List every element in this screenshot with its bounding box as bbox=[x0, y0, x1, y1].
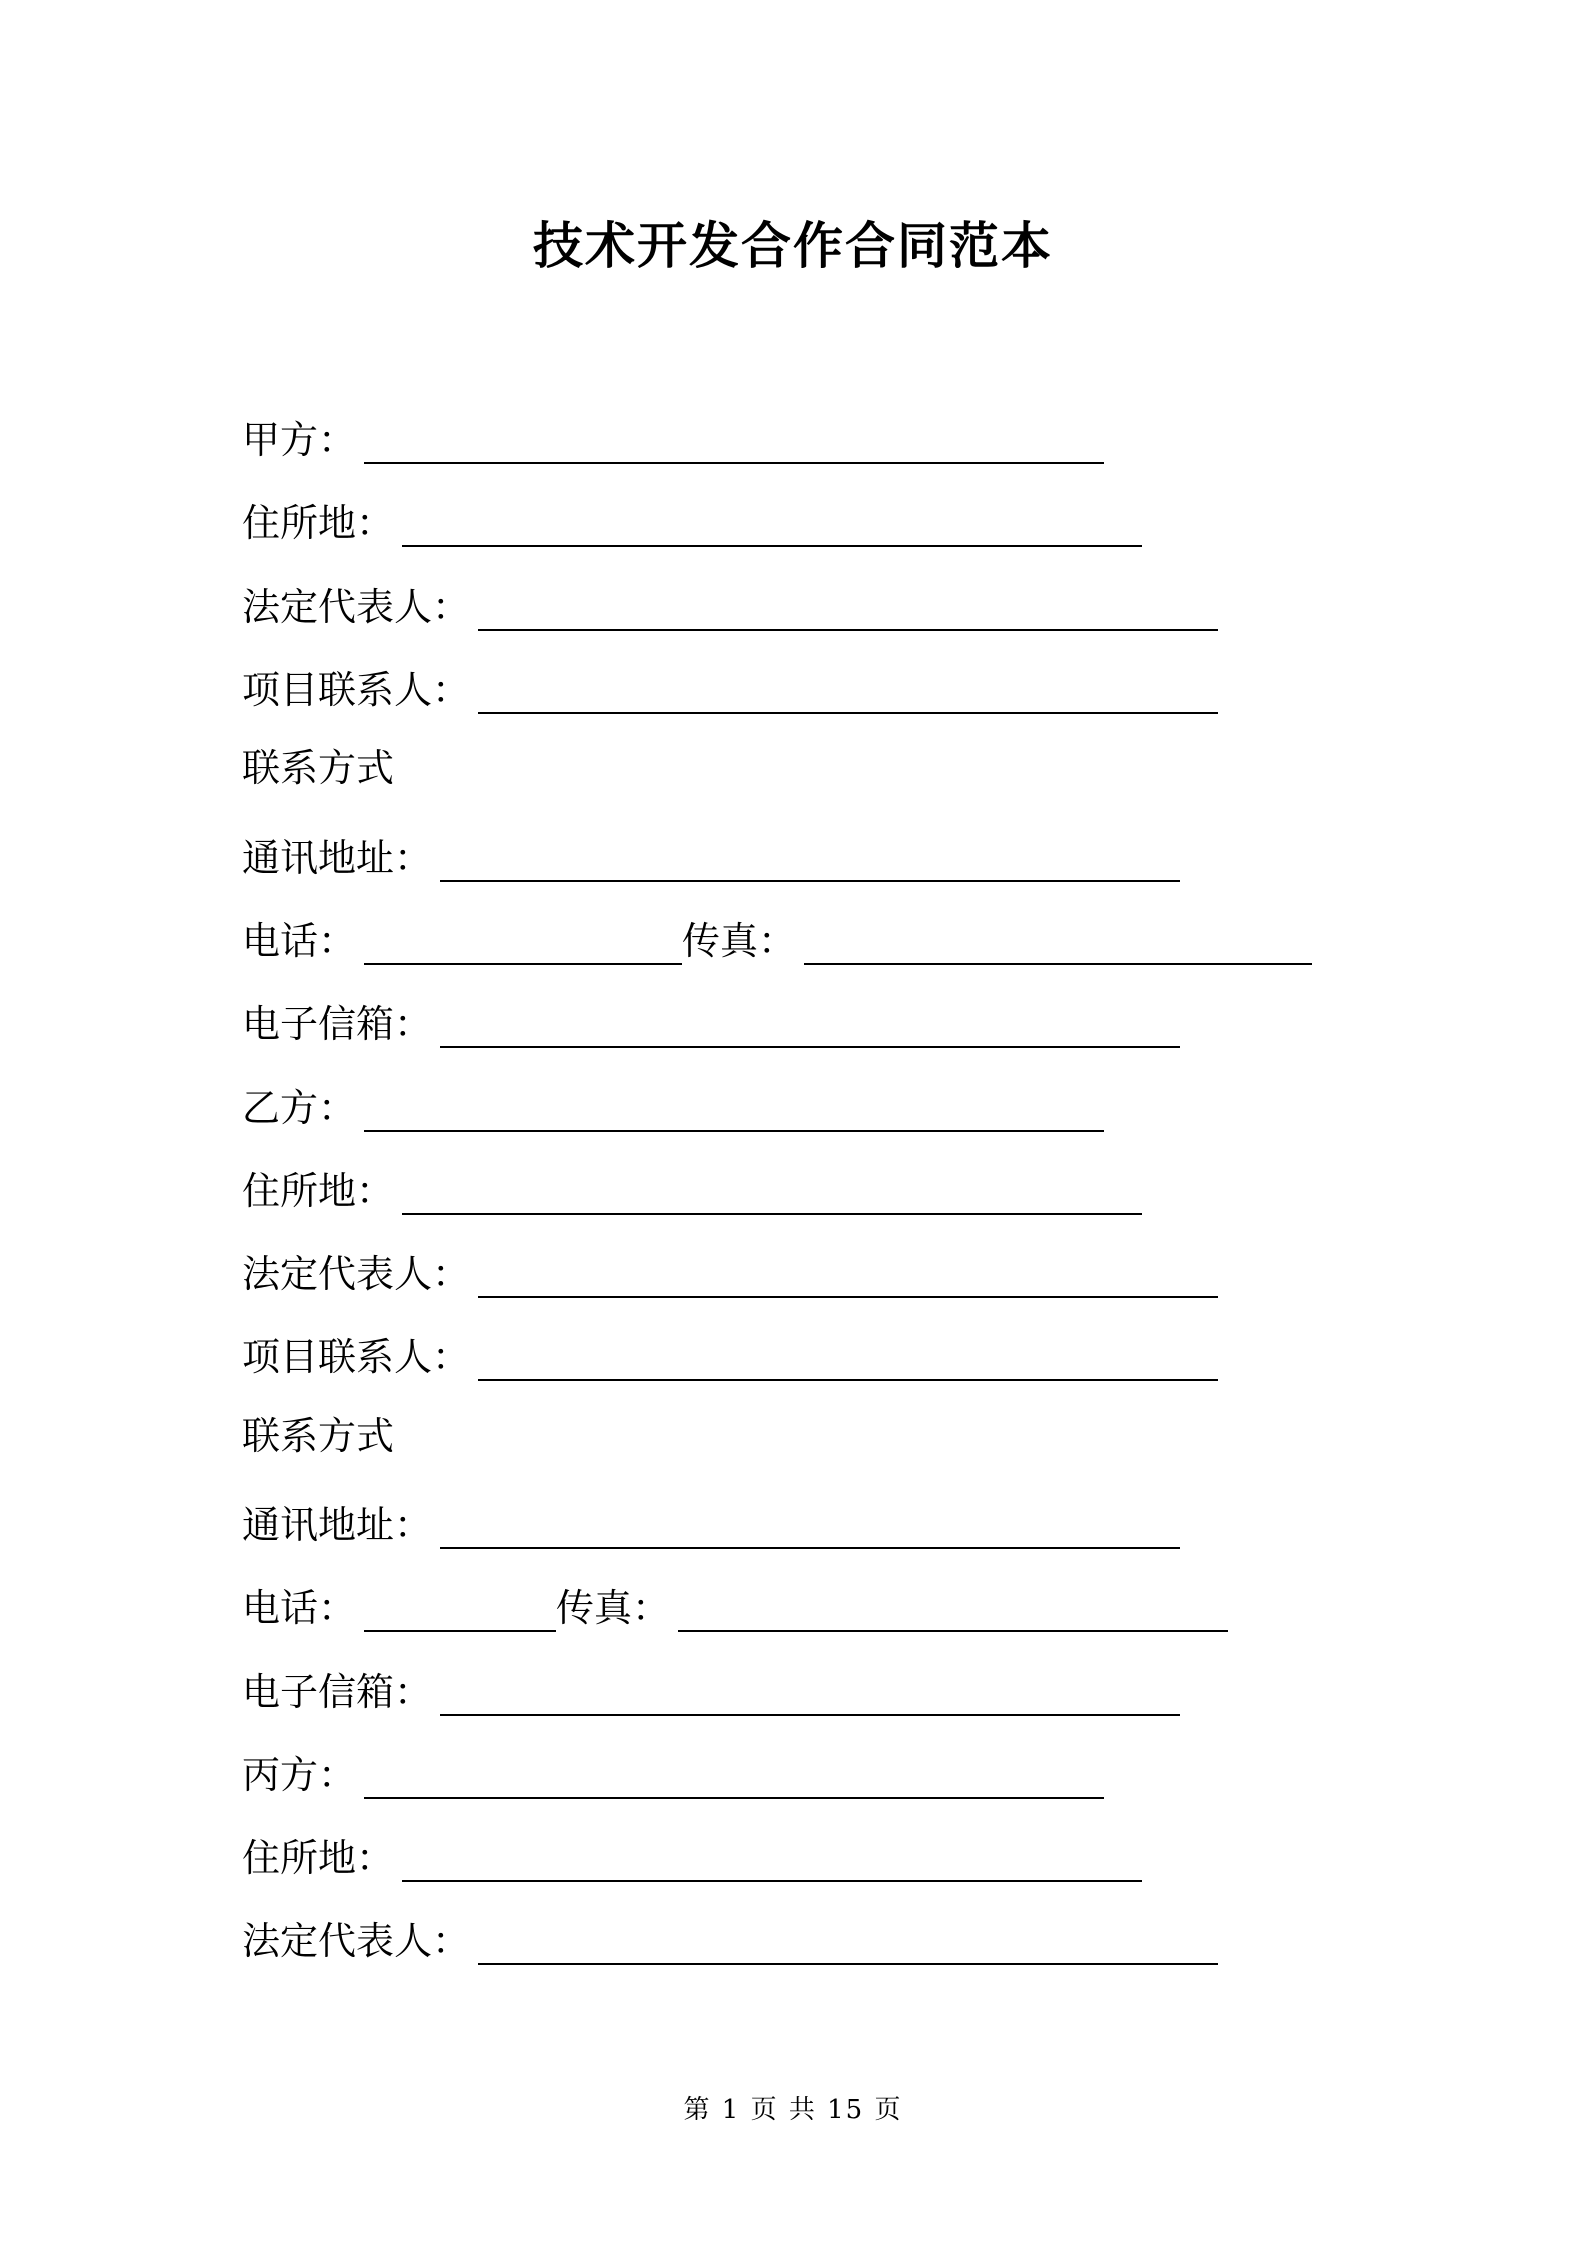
party-b-contact-heading bbox=[242, 1410, 394, 1462]
party-b-address-blank[interactable] bbox=[402, 1167, 1142, 1215]
party-c-legal-rep-label: 法定代表人： bbox=[242, 1919, 471, 1963]
party-a-contact-person-blank[interactable] bbox=[478, 666, 1218, 714]
party-a-legal-rep-field bbox=[242, 581, 1218, 633]
party-a-name-label: 甲方： bbox=[242, 418, 357, 462]
party-b-contact-heading-text: 联系方式 bbox=[242, 1414, 395, 1458]
party-b-legal-rep-label: 法定代表人： bbox=[242, 1252, 471, 1296]
party-b-mail-address-label: 通讯地址： bbox=[242, 1503, 433, 1547]
party-a-address-label: 住所地： bbox=[242, 501, 395, 545]
party-a-contact-person-field bbox=[242, 664, 1218, 716]
party-a-contact-heading bbox=[242, 742, 394, 794]
party-b-contact-person-blank[interactable] bbox=[478, 1333, 1218, 1381]
party-c-address-label: 住所地： bbox=[242, 1836, 395, 1880]
party-c-legal-rep-blank[interactable] bbox=[478, 1917, 1218, 1965]
party-a-legal-rep-blank[interactable] bbox=[478, 583, 1218, 631]
party-b-phone-blank[interactable] bbox=[364, 1584, 556, 1632]
party-a-email-field bbox=[242, 998, 1180, 1050]
party-b-phone-fax-field bbox=[242, 1582, 1228, 1634]
party-a-address-field bbox=[242, 497, 1142, 549]
party-a-address-blank[interactable] bbox=[402, 499, 1142, 547]
party-b-name-field bbox=[242, 1082, 1104, 1134]
party-a-phone-fax-field bbox=[242, 915, 1312, 967]
party-b-email-label: 电子信箱： bbox=[242, 1670, 433, 1714]
party-a-name-field bbox=[242, 414, 1104, 466]
party-c-address-blank[interactable] bbox=[402, 1834, 1142, 1882]
party-b-name-blank[interactable] bbox=[364, 1084, 1104, 1132]
party-b-email-blank[interactable] bbox=[440, 1668, 1180, 1716]
party-b-address-field bbox=[242, 1165, 1142, 1217]
party-b-name-label: 乙方： bbox=[242, 1086, 357, 1130]
party-a-phone-label: 电话： bbox=[242, 919, 357, 963]
party-b-fax-blank[interactable] bbox=[678, 1584, 1228, 1632]
party-c-address-field bbox=[242, 1832, 1142, 1884]
party-a-name-blank[interactable] bbox=[364, 416, 1104, 464]
party-b-legal-rep-field bbox=[242, 1248, 1218, 1300]
party-a-mail-address-field bbox=[242, 832, 1180, 884]
party-a-mail-address-label: 通讯地址： bbox=[242, 836, 433, 880]
party-a-fax-label: 传真： bbox=[682, 919, 797, 963]
party-a-mail-address-blank[interactable] bbox=[440, 834, 1180, 882]
party-b-mail-address-field bbox=[242, 1499, 1180, 1551]
party-c-legal-rep-field bbox=[242, 1915, 1218, 1967]
party-a-email-blank[interactable] bbox=[440, 1000, 1180, 1048]
party-b-mail-address-blank[interactable] bbox=[440, 1501, 1180, 1549]
party-a-phone-blank[interactable] bbox=[364, 917, 682, 965]
document-title: 技术开发合作合同范本 bbox=[533, 217, 1053, 275]
party-b-contact-person-field bbox=[242, 1331, 1218, 1383]
party-c-name-field bbox=[242, 1749, 1104, 1801]
party-b-contact-person-label: 项目联系人： bbox=[242, 1335, 471, 1379]
party-b-fax-label: 传真： bbox=[556, 1586, 671, 1630]
party-b-email-field bbox=[242, 1666, 1180, 1718]
party-a-legal-rep-label: 法定代表人： bbox=[242, 585, 471, 629]
party-c-name-blank[interactable] bbox=[364, 1751, 1104, 1799]
party-a-contact-heading-text: 联系方式 bbox=[242, 746, 395, 790]
page-number-footer: 第 1 页 共 15 页 bbox=[683, 2095, 903, 2125]
party-b-phone-label: 电话： bbox=[242, 1586, 357, 1630]
party-a-fax-blank[interactable] bbox=[804, 917, 1312, 965]
party-c-name-label: 丙方： bbox=[242, 1753, 357, 1797]
party-a-contact-person-label: 项目联系人： bbox=[242, 668, 471, 712]
party-b-address-label: 住所地： bbox=[242, 1169, 395, 1213]
party-a-email-label: 电子信箱： bbox=[242, 1002, 433, 1046]
party-b-legal-rep-blank[interactable] bbox=[478, 1250, 1218, 1298]
